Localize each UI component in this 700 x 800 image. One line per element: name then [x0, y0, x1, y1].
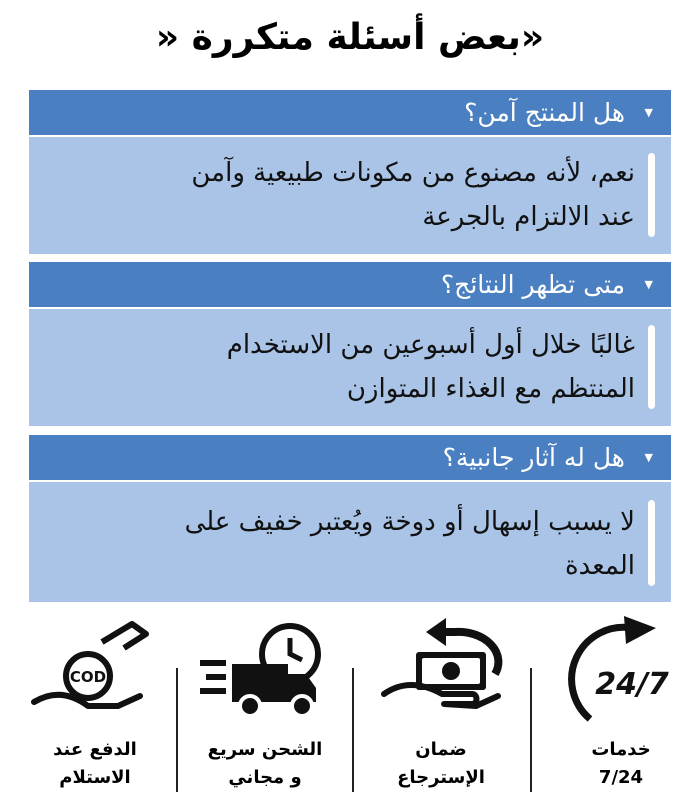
faq-answer-line: نعم، لأنه مصنوع من مكونات طبيعية وآمن — [191, 158, 635, 188]
feature-label-return: ضمان الإسترجاع — [397, 739, 485, 788]
faq-answer-3 — [29, 482, 671, 602]
faq-question-text: هل المنتج آمن؟ — [464, 98, 625, 127]
feature-divider — [176, 668, 178, 792]
icon-24-7-text: 24/7 — [595, 667, 669, 702]
delivery-truck-icon — [198, 614, 328, 724]
feature-divider — [530, 668, 532, 792]
faq-answer-line: المنتظم مع الغذاء المتوازن — [346, 374, 635, 404]
caret-down-icon: ▼ — [644, 278, 653, 291]
faq-answer-1 — [29, 137, 671, 254]
faq-question-3[interactable] — [29, 435, 671, 480]
feature-divider — [352, 668, 354, 792]
cod-icon — [28, 614, 158, 724]
faq-question-2[interactable] — [29, 262, 671, 307]
faq-question-1[interactable] — [29, 90, 671, 135]
answer-accent-bar — [648, 153, 655, 237]
caret-down-icon: ▼ — [644, 106, 653, 119]
faq-question-text: هل له آثار جانبية؟ — [442, 443, 625, 472]
faq-answer-line: المعدة — [565, 551, 635, 581]
faq-answer-line: لا يسبب إسهال أو دوخة ويُعتبر خفيف على — [184, 507, 635, 537]
return-money-icon — [380, 614, 510, 724]
faq-answer-2 — [29, 309, 671, 426]
icon-cod-text: COD — [69, 668, 107, 686]
feature-label-services: خدمات 7/24 — [591, 739, 651, 788]
page-title: «بعض أسئلة متكررة « — [155, 17, 545, 58]
answer-accent-bar — [648, 500, 655, 586]
feature-label-shipping: الشحن سريع و مجاني — [207, 739, 323, 788]
answer-accent-bar — [648, 325, 655, 409]
faq-answer-line: عند الالتزام بالجرعة — [422, 202, 635, 232]
faq-question-text: متى تظهر النتائج؟ — [440, 270, 625, 299]
faq-answer-line: غالبًا خلال أول أسبوعين من الاستخدام — [226, 330, 635, 360]
24-7-icon — [560, 614, 690, 724]
caret-down-icon: ▼ — [644, 451, 653, 464]
feature-label-cod: الدفع عند الاستلام — [53, 739, 137, 788]
